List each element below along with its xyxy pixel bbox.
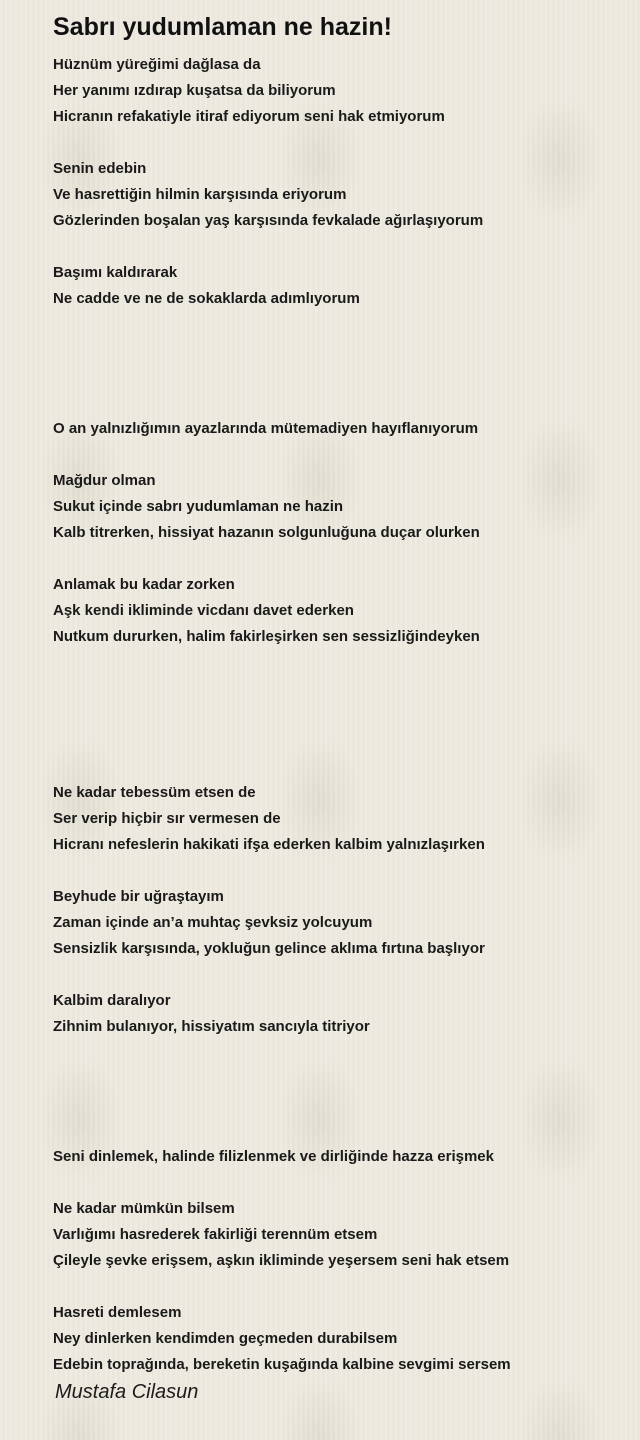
poem-line: Ne kadar mümkün bilsem bbox=[53, 1200, 235, 1217]
stanza-11 bbox=[53, 1196, 623, 1274]
stanza-7 bbox=[53, 780, 623, 858]
poem-line: Kalbim daralıyor bbox=[53, 992, 171, 1009]
poem-line: Zihnim bulanıyor, hissiyatım sancıyla titriyor bbox=[53, 1018, 370, 1035]
stanza-8 bbox=[53, 884, 623, 962]
stanza-9 bbox=[53, 988, 623, 1040]
stanza-gap bbox=[53, 234, 623, 260]
poem-line: Seni dinlemek, halinde filizlenmek ve dirliğinde hazza erişmek bbox=[53, 1148, 494, 1165]
stanza-gap bbox=[53, 1170, 623, 1196]
poem-line: Nutkum dururken, halim fakirleşirken sen sessizliğindeyken bbox=[53, 628, 480, 645]
poem-line: Senin edebin bbox=[53, 160, 147, 177]
poem-line: Mağdur olman bbox=[53, 472, 156, 489]
section-gap bbox=[53, 312, 623, 416]
poem-line: Ve hasrettiğin hilmin karşısında eriyorum bbox=[53, 186, 347, 203]
poem-line: Beyhude bir uğraştayım bbox=[53, 888, 224, 905]
section-gap bbox=[53, 650, 623, 780]
poem-line: Hicranın refakatiyle itiraf ediyorum seni hak etmiyorum bbox=[53, 108, 445, 125]
poem-line: Hüznüm yüreğimi dağlasa da bbox=[53, 56, 261, 73]
stanza-gap bbox=[53, 858, 623, 884]
poem-line: Aşk kendi ikliminde vicdanı davet ederken bbox=[53, 602, 354, 619]
stanza-3 bbox=[53, 260, 623, 312]
stanza-6 bbox=[53, 572, 623, 650]
stanza-gap bbox=[53, 1274, 623, 1300]
poem-line: Hasreti demlesem bbox=[53, 1304, 182, 1321]
poem-line: Çileyle şevke erişsem, aşkın ikliminde yeşersem seni hak etsem bbox=[53, 1252, 510, 1269]
stanza-gap bbox=[53, 442, 623, 468]
poem-line: Hicranı nefeslerin hakikati ifşa ederken kalbim yalnızlaşırken bbox=[53, 836, 485, 853]
stanza-1 bbox=[53, 52, 623, 130]
stanza-gap bbox=[53, 546, 623, 572]
poem-line: Edebin toprağında, bereketin kuşağında kalbine sevgimi sersem bbox=[53, 1356, 511, 1373]
poem-line: Gözlerinden boşalan yaş karşısında fevkalade ağırlaşıyorum bbox=[53, 212, 484, 229]
poem-line: Başımı kaldırarak bbox=[53, 264, 178, 281]
poem-line: O an yalnızlığımın ayazlarında mütemadiyen hayıflanıyorum bbox=[53, 420, 479, 437]
poem-line: Sukut içinde sabrı yudumlaman ne hazin bbox=[53, 498, 344, 515]
poem-line: Sensizlik karşısında, yokluğun gelince aklıma fırtına başlıyor bbox=[53, 940, 485, 957]
poem-body bbox=[53, 10, 623, 1378]
poem-line: Zaman içinde an’a muhtaç şevksiz yolcuyum bbox=[53, 914, 373, 931]
stanza-5 bbox=[53, 468, 623, 546]
stanza-gap bbox=[53, 962, 623, 988]
stanza-4 bbox=[53, 416, 623, 442]
stanza-10 bbox=[53, 1144, 623, 1170]
poem-line: Ne kadar tebessüm etsen de bbox=[53, 784, 256, 801]
stanza-12 bbox=[53, 1300, 623, 1378]
poem-line: Her yanımı ızdırap kuşatsa da biliyorum bbox=[53, 82, 336, 99]
poem-line: Varlığımı hasrederek fakirliği terennüm etsem bbox=[53, 1226, 378, 1243]
stanza-2 bbox=[53, 156, 623, 234]
stanza-gap bbox=[53, 130, 623, 156]
poem-line: Ser verip hiçbir sır vermesen de bbox=[53, 810, 281, 827]
poem-line: Kalb titrerken, hissiyat hazanın solgunluğuna duçar olurken bbox=[53, 524, 480, 541]
author-signature: Mustafa Cilasun bbox=[55, 1381, 199, 1403]
section-gap bbox=[53, 1040, 623, 1144]
poem-title: Sabrı yudumlaman ne hazin! bbox=[53, 13, 392, 41]
poem-line: Anlamak bu kadar zorken bbox=[53, 576, 235, 593]
poem-line: Ne cadde ve ne de sokaklarda adımlıyorum bbox=[53, 290, 360, 307]
poem-line: Ney dinlerken kendimden geçmeden durabilsem bbox=[53, 1330, 398, 1347]
